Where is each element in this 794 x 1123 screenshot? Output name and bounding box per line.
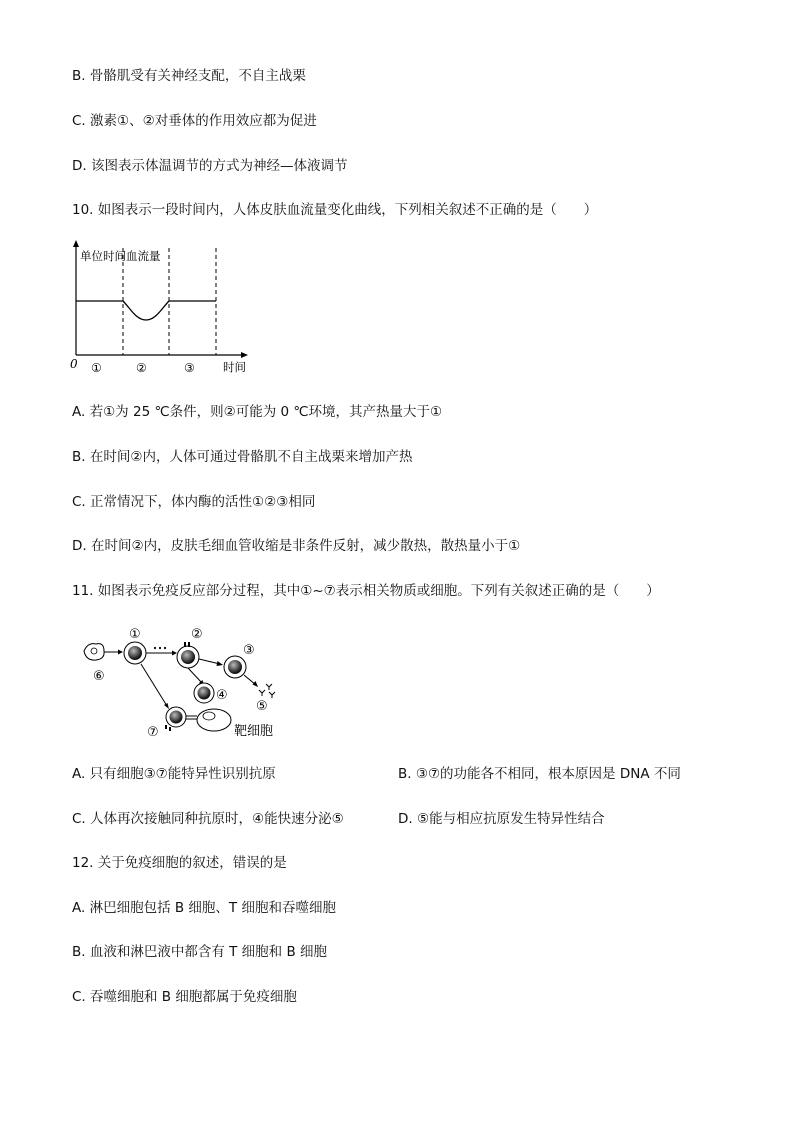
q11-option-d: D. ⑤能与相应抗原发生特异性结合 <box>398 811 605 827</box>
q12-stem: 12. 关于免疫细胞的叙述，错误的是 <box>72 855 287 871</box>
antibody-icons <box>259 684 275 698</box>
immune-process-figure <box>76 624 286 746</box>
y-axis-arrow <box>73 240 79 247</box>
label-4: ④ <box>216 688 228 703</box>
flow-curve <box>76 301 216 320</box>
origin-label: 0 <box>70 357 78 371</box>
arrow-2-to-4 <box>188 668 202 683</box>
q12-option-c: C. 吞噬细胞和 B 细胞都属于免疫细胞 <box>72 989 297 1005</box>
x-axis-arrow <box>241 352 248 358</box>
x-axis-label: 时间 <box>223 360 246 374</box>
q10-option-c: C. 正常情况下，体内酶的活性①②③相同 <box>72 494 316 510</box>
arrow-2-to-3 <box>199 659 220 664</box>
target-cell <box>197 709 231 731</box>
q12-option-a: A. 淋巴细胞包括 B 细胞、T 细胞和吞噬细胞 <box>72 900 336 916</box>
q11-option-c: C. 人体再次接触同种抗原时，④能快速分泌⑤ <box>72 811 344 827</box>
q11-option-b: B. ③⑦的功能各不相同，根本原因是 DNA 不同 <box>398 766 681 782</box>
target-cell-label: 靶细胞 <box>234 724 274 739</box>
q9-option-d: D. 该图表示体温调节的方式为神经—体液调节 <box>72 158 348 174</box>
arrow-1-to-7 <box>141 664 167 706</box>
q10-option-a: A. 若①为 25 ℃条件，则②可能为 0 ℃环境，其产热量大于① <box>72 404 443 420</box>
interval-3-label: ③ <box>184 361 195 375</box>
q10-option-b: B. 在时间②内，人体可通过骨骼肌不自主战栗来增加产热 <box>72 449 413 465</box>
interval-1-label: ① <box>91 361 102 375</box>
y-axis-label: 单位时间血流量 <box>80 249 161 263</box>
label-3: ③ <box>243 643 255 658</box>
q10-option-d: D. 在时间②内，皮肤毛细血管收缩是非条件反射，减少散热，散热量小于① <box>72 538 521 554</box>
label-1: ① <box>129 627 141 642</box>
q11-stem: 11. 如图表示免疫反应部分过程，其中①~⑦表示相关物质或细胞。下列有关叙述正确的是（ ） <box>72 583 660 599</box>
q9-option-b: B. 骨骼肌受有关神经支配，不自主战栗 <box>72 68 306 84</box>
interval-2-label: ② <box>136 361 147 375</box>
blood-flow-figure <box>68 240 258 380</box>
label-2: ② <box>191 627 203 642</box>
antigen-nucleus <box>91 648 97 654</box>
label-7: ⑦ <box>147 725 159 740</box>
q10-stem: 10. 如图表示一段时间内，人体皮肤血流量变化曲线，下列相关叙述不正确的是（ ） <box>72 202 598 218</box>
label-6: ⑥ <box>93 669 105 684</box>
label-5: ⑤ <box>256 699 268 714</box>
q11-option-a: A. 只有细胞③⑦能特异性识别抗原 <box>72 766 276 782</box>
q12-option-b: B. 血液和淋巴液中都含有 T 细胞和 B 细胞 <box>72 944 328 960</box>
q9-option-c: C. 激素①、②对垂体的作用效应都为促进 <box>72 113 317 129</box>
